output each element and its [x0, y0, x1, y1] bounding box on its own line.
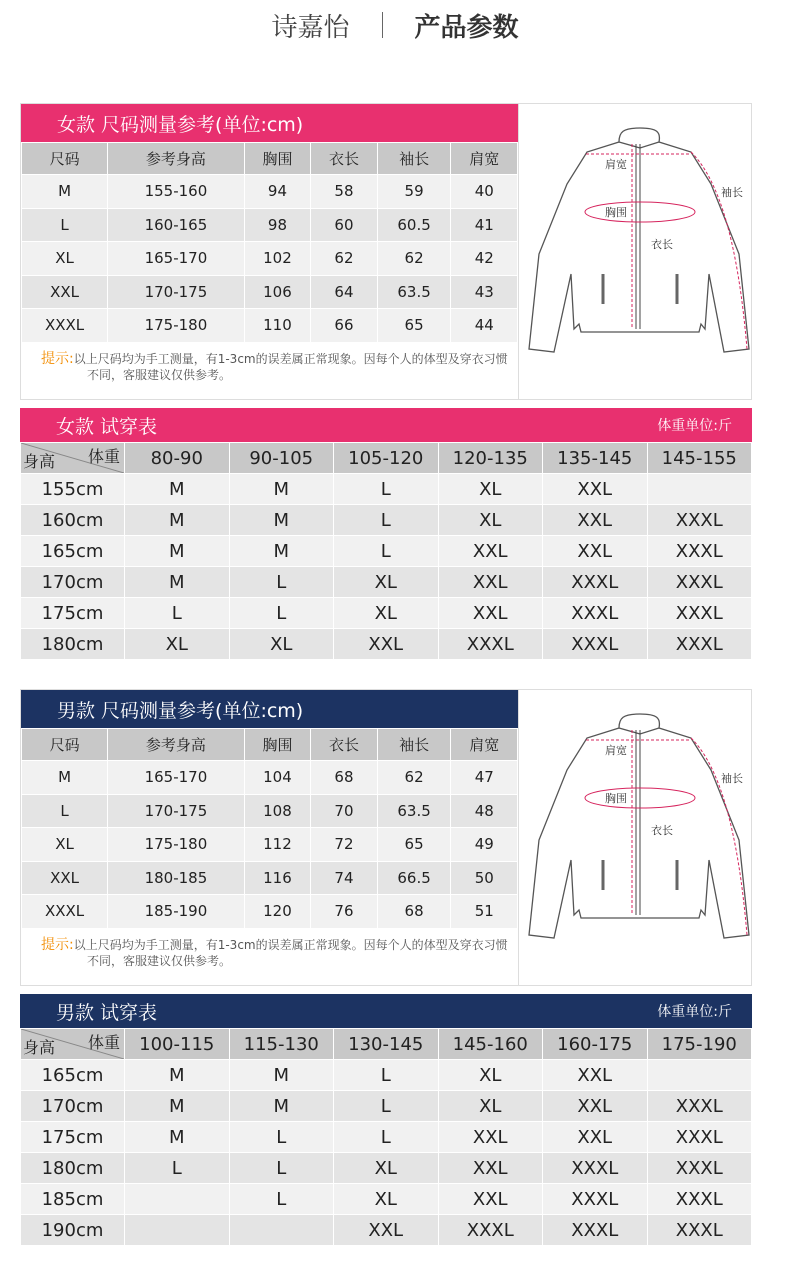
recommended-size-cell: XXL — [438, 1153, 543, 1184]
recommended-size-cell: L — [334, 1060, 439, 1091]
size-cell: XXXL — [22, 309, 108, 343]
weight-header: 175-190 — [647, 1029, 752, 1060]
table-row — [21, 629, 752, 660]
size-cell: L — [22, 208, 108, 242]
measure-cell: 48 — [451, 794, 518, 828]
recommended-size-cell: XXL — [543, 1122, 648, 1153]
weight-header: 90-105 — [229, 443, 334, 474]
diagram-label-chest: 胸围 — [605, 206, 627, 219]
measure-cell: 175-180 — [108, 828, 245, 862]
size-cell: XL — [22, 828, 108, 862]
fit-corner-cell — [21, 1029, 125, 1060]
measure-cell: 110 — [244, 309, 311, 343]
recommended-size-cell: L — [334, 505, 439, 536]
recommended-size-cell: L — [334, 474, 439, 505]
col-header: 肩宽 — [451, 729, 518, 761]
male-fit-table — [20, 1028, 752, 1246]
height-cell: 165cm — [21, 536, 125, 567]
diagram-label-shoulder: 肩宽 — [605, 744, 627, 757]
jacket-diagram-icon — [519, 690, 754, 985]
recommended-size-cell: XL — [438, 1060, 543, 1091]
table-row — [21, 505, 752, 536]
measure-cell: 68 — [377, 895, 451, 929]
table-row — [21, 536, 752, 567]
table-row — [22, 242, 518, 276]
recommended-size-cell: XXL — [438, 536, 543, 567]
measure-cell: 180-185 — [108, 861, 245, 895]
measure-cell: 94 — [244, 175, 311, 209]
recommended-size-cell: M — [125, 1091, 230, 1122]
note-label: 提示: — [41, 350, 74, 367]
table-row — [22, 275, 518, 309]
measure-cell: 64 — [311, 275, 378, 309]
measure-cell: 41 — [451, 208, 518, 242]
recommended-size-cell: M — [125, 1060, 230, 1091]
height-cell: 170cm — [21, 567, 125, 598]
measure-cell: 170-175 — [108, 275, 245, 309]
recommended-size-cell: XXL — [438, 598, 543, 629]
table-row — [22, 895, 518, 929]
recommended-size-cell: M — [125, 567, 230, 598]
weight-header: 100-115 — [125, 1029, 230, 1060]
female-fit-unit: 体重单位:斤 — [657, 418, 732, 434]
size-cell: XXL — [22, 275, 108, 309]
height-cell: 160cm — [21, 505, 125, 536]
recommended-size-cell: XXL — [438, 1122, 543, 1153]
recommended-size-cell: XL — [438, 1091, 543, 1122]
measure-cell: 62 — [377, 242, 451, 276]
table-row — [22, 794, 518, 828]
recommended-size-cell: XXXL — [647, 629, 752, 660]
corner-height-label: 身高 — [23, 452, 56, 471]
measure-cell: 102 — [244, 242, 311, 276]
fit-corner-cell — [21, 443, 125, 474]
recommended-size-cell: M — [125, 1122, 230, 1153]
recommended-size-cell: M — [125, 474, 230, 505]
recommended-size-cell: XXXL — [647, 1122, 752, 1153]
male-size-title: 男款 尺码测量参考(单位:cm) — [21, 690, 518, 728]
size-cell: L — [22, 794, 108, 828]
measure-cell: 62 — [377, 761, 451, 795]
size-cell: M — [22, 175, 108, 209]
table-row — [21, 1184, 752, 1215]
male-fit-section — [20, 994, 752, 1246]
page-title: 产品参数 — [414, 12, 519, 43]
recommended-size-cell: L — [125, 1153, 230, 1184]
diagram-label-chest: 胸围 — [605, 792, 627, 805]
height-cell: 170cm — [21, 1091, 125, 1122]
recommended-size-cell: XXXL — [543, 567, 648, 598]
height-cell: 185cm — [21, 1184, 125, 1215]
measure-cell: 42 — [451, 242, 518, 276]
recommended-size-cell: XXL — [543, 474, 648, 505]
note-label: 提示: — [41, 936, 74, 953]
weight-header: 135-145 — [543, 443, 648, 474]
measure-cell: 66.5 — [377, 861, 451, 895]
brand-name: 诗嘉怡 — [271, 12, 350, 43]
measure-cell: 50 — [451, 861, 518, 895]
recommended-size-cell — [125, 1215, 230, 1246]
weight-header: 115-130 — [229, 1029, 334, 1060]
size-cell: XXL — [22, 861, 108, 895]
measure-cell: 43 — [451, 275, 518, 309]
recommended-size-cell — [125, 1184, 230, 1215]
recommended-size-cell: XXXL — [647, 1091, 752, 1122]
recommended-size-cell: M — [125, 505, 230, 536]
measure-cell: 170-175 — [108, 794, 245, 828]
col-header: 袖长 — [377, 143, 451, 175]
measure-cell: 165-170 — [108, 761, 245, 795]
table-row — [22, 861, 518, 895]
recommended-size-cell: L — [229, 567, 334, 598]
recommended-size-cell: XL — [334, 1153, 439, 1184]
female-size-section — [20, 103, 752, 400]
size-cell: XL — [22, 242, 108, 276]
recommended-size-cell: XXL — [438, 1184, 543, 1215]
page-header — [0, 0, 790, 50]
measure-cell: 58 — [311, 175, 378, 209]
recommended-size-cell: L — [125, 598, 230, 629]
recommended-size-cell: XXXL — [647, 598, 752, 629]
male-size-section — [20, 689, 752, 986]
recommended-size-cell: XXL — [543, 1060, 648, 1091]
recommended-size-cell — [229, 1215, 334, 1246]
table-row — [22, 828, 518, 862]
recommended-size-cell: XXXL — [647, 1184, 752, 1215]
recommended-size-cell: XL — [334, 1184, 439, 1215]
male-fit-bar — [20, 994, 752, 1028]
measure-cell: 70 — [311, 794, 378, 828]
table-row — [21, 1215, 752, 1246]
measure-cell: 47 — [451, 761, 518, 795]
recommended-size-cell: XXL — [543, 505, 648, 536]
measure-cell: 51 — [451, 895, 518, 929]
table-row — [21, 1091, 752, 1122]
corner-weight-label: 体重 — [87, 447, 120, 466]
recommended-size-cell: L — [229, 598, 334, 629]
measure-cell: 155-160 — [108, 175, 245, 209]
weight-header: 160-175 — [543, 1029, 648, 1060]
male-size-table — [21, 728, 518, 929]
recommended-size-cell: M — [229, 1060, 334, 1091]
fit-header-row — [21, 443, 752, 474]
col-header: 胸围 — [244, 143, 311, 175]
recommended-size-cell: M — [229, 1091, 334, 1122]
measure-cell: 106 — [244, 275, 311, 309]
male-jacket-diagram — [518, 690, 753, 985]
measure-cell: 104 — [244, 761, 311, 795]
measure-cell: 108 — [244, 794, 311, 828]
recommended-size-cell: XXXL — [543, 598, 648, 629]
height-cell: 165cm — [21, 1060, 125, 1091]
male-fit-title: 男款 试穿表 — [56, 1001, 158, 1024]
table-row — [21, 474, 752, 505]
table-row — [22, 761, 518, 795]
diagram-label-length: 衣长 — [651, 238, 673, 251]
measure-cell: 49 — [451, 828, 518, 862]
height-cell: 190cm — [21, 1215, 125, 1246]
female-fit-title: 女款 试穿表 — [56, 415, 158, 438]
recommended-size-cell: XXXL — [543, 1215, 648, 1246]
recommended-size-cell: XXXL — [647, 505, 752, 536]
size-cell: XXXL — [22, 895, 108, 929]
recommended-size-cell: XXXL — [438, 629, 543, 660]
recommended-size-cell: L — [334, 1122, 439, 1153]
table-row — [21, 1153, 752, 1184]
col-header: 衣长 — [311, 143, 378, 175]
female-fit-table — [20, 442, 752, 660]
jacket-diagram-icon — [519, 104, 754, 399]
measure-cell: 160-165 — [108, 208, 245, 242]
diagram-label-shoulder: 肩宽 — [605, 158, 627, 171]
recommended-size-cell: XL — [334, 567, 439, 598]
diagram-label-sleeve: 袖长 — [721, 186, 743, 199]
col-header: 衣长 — [311, 729, 378, 761]
measure-cell: 59 — [377, 175, 451, 209]
measure-cell: 112 — [244, 828, 311, 862]
recommended-size-cell: XXL — [334, 1215, 439, 1246]
weight-header: 120-135 — [438, 443, 543, 474]
table-row — [22, 309, 518, 343]
measure-cell: 66 — [311, 309, 378, 343]
size-note — [21, 929, 518, 969]
weight-header: 130-145 — [334, 1029, 439, 1060]
diagram-label-length: 衣长 — [651, 824, 673, 837]
measure-cell: 76 — [311, 895, 378, 929]
recommended-size-cell: L — [334, 1091, 439, 1122]
measure-cell: 40 — [451, 175, 518, 209]
measure-cell: 65 — [377, 309, 451, 343]
height-cell: 175cm — [21, 598, 125, 629]
recommended-size-cell: L — [229, 1122, 334, 1153]
size-header-row — [22, 143, 518, 175]
male-fit-unit: 体重单位:斤 — [657, 1004, 732, 1020]
recommended-size-cell: XL — [334, 598, 439, 629]
table-row — [21, 598, 752, 629]
recommended-size-cell — [647, 474, 752, 505]
recommended-size-cell — [647, 1060, 752, 1091]
measure-cell: 175-180 — [108, 309, 245, 343]
corner-weight-label: 体重 — [87, 1033, 120, 1052]
note-text: 以上尺码均为手工测量，有1-3cm的误差属正常现象。因每个人的体型及穿衣习惯不同，客服建议仅供参考。 — [73, 351, 508, 382]
recommended-size-cell: XXXL — [647, 1215, 752, 1246]
measure-cell: 60.5 — [377, 208, 451, 242]
table-row — [22, 208, 518, 242]
measure-cell: 60 — [311, 208, 378, 242]
female-size-title: 女款 尺码测量参考(单位:cm) — [21, 104, 518, 142]
weight-header: 80-90 — [125, 443, 230, 474]
measure-cell: 44 — [451, 309, 518, 343]
size-cell: M — [22, 761, 108, 795]
measure-cell: 74 — [311, 861, 378, 895]
col-header: 尺码 — [22, 729, 108, 761]
diagram-label-sleeve: 袖长 — [721, 772, 743, 785]
recommended-size-cell: XXL — [543, 1091, 648, 1122]
recommended-size-cell: L — [334, 536, 439, 567]
measure-cell: 165-170 — [108, 242, 245, 276]
measure-cell: 120 — [244, 895, 311, 929]
weight-header: 145-160 — [438, 1029, 543, 1060]
table-row — [21, 1060, 752, 1091]
recommended-size-cell: XXXL — [647, 1153, 752, 1184]
table-row — [22, 175, 518, 209]
measure-cell: 62 — [311, 242, 378, 276]
measure-cell: 65 — [377, 828, 451, 862]
recommended-size-cell: M — [229, 536, 334, 567]
measure-cell: 72 — [311, 828, 378, 862]
measure-cell: 63.5 — [377, 275, 451, 309]
recommended-size-cell: XL — [438, 474, 543, 505]
female-fit-bar — [20, 408, 752, 442]
table-row — [21, 567, 752, 598]
recommended-size-cell: XXXL — [647, 536, 752, 567]
female-size-table — [21, 142, 518, 343]
col-header: 尺码 — [22, 143, 108, 175]
recommended-size-cell: L — [229, 1184, 334, 1215]
fit-header-row — [21, 1029, 752, 1060]
col-header: 胸围 — [244, 729, 311, 761]
corner-height-label: 身高 — [23, 1038, 56, 1057]
recommended-size-cell: M — [125, 536, 230, 567]
col-header: 参考身高 — [108, 143, 245, 175]
recommended-size-cell: XXXL — [438, 1215, 543, 1246]
height-cell: 155cm — [21, 474, 125, 505]
recommended-size-cell: XXXL — [543, 629, 648, 660]
recommended-size-cell: XXL — [543, 536, 648, 567]
height-cell: 175cm — [21, 1122, 125, 1153]
recommended-size-cell: M — [229, 474, 334, 505]
recommended-size-cell: XL — [229, 629, 334, 660]
recommended-size-cell: XXXL — [543, 1184, 648, 1215]
measure-cell: 116 — [244, 861, 311, 895]
recommended-size-cell: M — [229, 505, 334, 536]
recommended-size-cell: XXXL — [647, 567, 752, 598]
height-cell: 180cm — [21, 1153, 125, 1184]
height-cell: 180cm — [21, 629, 125, 660]
recommended-size-cell: XXL — [334, 629, 439, 660]
col-header: 肩宽 — [451, 143, 518, 175]
size-note — [21, 343, 518, 383]
measure-cell: 185-190 — [108, 895, 245, 929]
col-header: 袖长 — [377, 729, 451, 761]
measure-cell: 98 — [244, 208, 311, 242]
recommended-size-cell: XL — [438, 505, 543, 536]
note-text: 以上尺码均为手工测量，有1-3cm的误差属正常现象。因每个人的体型及穿衣习惯不同，客服建议仅供参考。 — [73, 937, 508, 968]
weight-header: 105-120 — [334, 443, 439, 474]
size-header-row — [22, 729, 518, 761]
col-header: 参考身高 — [108, 729, 245, 761]
table-row — [21, 1122, 752, 1153]
recommended-size-cell: XL — [125, 629, 230, 660]
female-fit-section — [20, 408, 752, 660]
measure-cell: 63.5 — [377, 794, 451, 828]
weight-header: 145-155 — [647, 443, 752, 474]
female-jacket-diagram — [518, 104, 753, 399]
recommended-size-cell: XXL — [438, 567, 543, 598]
measure-cell: 68 — [311, 761, 378, 795]
recommended-size-cell: XXXL — [543, 1153, 648, 1184]
recommended-size-cell: L — [229, 1153, 334, 1184]
